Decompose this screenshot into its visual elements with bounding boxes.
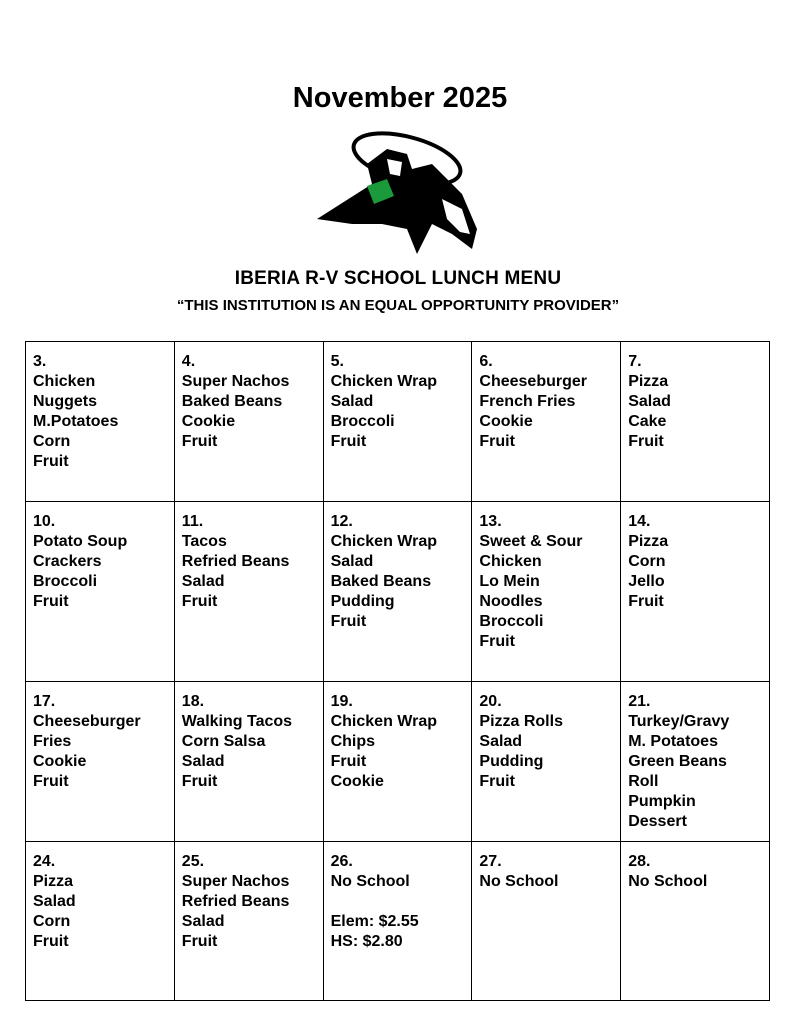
menu-item: Fruit: [628, 433, 664, 450]
menu-item: Nuggets: [33, 393, 97, 410]
day-date: 20.: [479, 693, 502, 710]
menu-item: Pizza: [628, 533, 669, 550]
day-date: 19.: [330, 693, 353, 710]
menu-item: Corn Salsa: [181, 733, 266, 750]
day-date: 21.: [628, 693, 651, 710]
menu-item: Tacos: [181, 533, 227, 550]
menu-item: Pizza: [33, 873, 74, 890]
menu-item: Fries: [33, 733, 72, 750]
day-date: 13.: [479, 513, 502, 530]
menu-item: Crackers: [33, 553, 102, 570]
menu-item: Fruit: [330, 613, 367, 630]
menu-item: Chicken Wrap: [330, 533, 437, 550]
menu-item: Refried Beans: [181, 893, 290, 910]
day-date: 27.: [479, 853, 502, 870]
menu-item: Cookie: [181, 413, 236, 430]
week-row: [26, 342, 770, 502]
day-date: 24.: [33, 853, 56, 870]
menu-item: Dessert: [628, 813, 687, 830]
menu-item: Fruit: [628, 593, 664, 610]
menu-item: Turkey/Gravy: [628, 713, 730, 730]
day-date: 4.: [181, 353, 196, 370]
day-date: 28.: [628, 853, 651, 870]
day-cell: [323, 842, 472, 1001]
menu-item: HS: $2.80: [330, 933, 403, 950]
menu-item: Super Nachos: [181, 873, 290, 890]
equal-opportunity-statement: “THIS INSTITUTION IS AN EQUAL OPPORTUNITY PROVIDER”: [176, 297, 620, 314]
week-row: [26, 502, 770, 682]
day-date: 17.: [33, 693, 56, 710]
menu-item: Corn: [33, 433, 71, 450]
menu-item: Green Beans: [628, 753, 727, 770]
menu-item: Potato Soup: [33, 533, 128, 550]
menu-item: Chips: [330, 733, 376, 750]
menu-item: No School: [479, 873, 559, 890]
day-date: 18.: [181, 693, 205, 710]
day-cell: [26, 682, 175, 842]
menu-item: Salad: [479, 733, 523, 750]
menu-item: Corn: [33, 913, 71, 930]
menu-item: Fruit: [479, 433, 515, 450]
week-row: [26, 682, 770, 842]
day-date: 10.: [33, 513, 56, 530]
day-cell: [26, 502, 175, 682]
menu-item: Salad: [181, 573, 225, 590]
day-cell: [323, 682, 472, 842]
day-cell: [472, 682, 621, 842]
day-cell: [621, 842, 770, 1001]
menu-item: Pudding: [479, 753, 544, 770]
menu-item: Roll: [628, 773, 659, 790]
menu-item: Pizza: [628, 373, 669, 390]
mascot-logo: [312, 124, 487, 259]
day-date: 26.: [330, 853, 353, 870]
menu-item: Cookie: [33, 753, 87, 770]
menu-item: French Fries: [479, 393, 576, 410]
menu-item: Salad: [33, 893, 76, 910]
day-cell: [174, 842, 323, 1001]
menu-item: Chicken: [33, 373, 96, 390]
menu-item: Fruit: [479, 773, 515, 790]
day-date: 12.: [330, 513, 353, 530]
day-cell: [621, 682, 770, 842]
menu-item: Salad: [330, 553, 374, 570]
menu-item: Fruit: [330, 753, 367, 770]
day-cell: [174, 502, 323, 682]
menu-item: Cheeseburger: [479, 373, 587, 390]
menu-item: Fruit: [33, 933, 69, 950]
menu-item: Fruit: [33, 773, 69, 790]
menu-item: Pizza Rolls: [479, 713, 563, 730]
menu-item: Chicken: [479, 553, 542, 570]
menu-item: Cookie: [330, 773, 384, 790]
day-cell: [621, 502, 770, 682]
menu-item: Baked Beans: [330, 573, 432, 590]
menu-item: Fruit: [181, 593, 218, 610]
menu-item: [331, 892, 468, 912]
menu-item: Broccoli: [479, 613, 544, 630]
menu-item: Pudding: [330, 593, 395, 610]
menu-item: Baked Beans: [181, 393, 283, 410]
day-cell: [621, 342, 770, 502]
menu-item: Fruit: [33, 593, 69, 610]
day-cell: [323, 342, 472, 502]
page-title: November 2025: [292, 82, 508, 114]
day-date: 6.: [479, 353, 493, 370]
day-date: 7.: [628, 353, 642, 370]
menu-item: Cake: [628, 413, 667, 430]
menu-item: M.Potatoes: [33, 413, 119, 430]
menu-item: Chicken Wrap: [330, 373, 437, 390]
day-cell: [472, 502, 621, 682]
day-date: 5.: [330, 353, 344, 370]
day-cell: [26, 342, 175, 502]
menu-item: Cookie: [479, 413, 533, 430]
lunch-menu-calendar: [25, 341, 770, 1001]
menu-item: Fruit: [181, 433, 218, 450]
day-cell: [174, 342, 323, 502]
day-date: 11.: [181, 513, 204, 530]
day-date: 25.: [181, 853, 205, 870]
menu-item: Lo Mein: [479, 573, 540, 590]
menu-item: Fruit: [330, 433, 367, 450]
day-date: 14.: [628, 513, 651, 530]
menu-item: Jello: [628, 573, 665, 590]
menu-item: Elem: $2.55: [330, 913, 419, 930]
menu-item: Cheeseburger: [33, 713, 141, 730]
day-cell: [26, 842, 175, 1001]
menu-item: Super Nachos: [181, 373, 290, 390]
menu-item: Fruit: [33, 453, 69, 470]
menu-item: Pumpkin: [628, 793, 696, 810]
day-cell: [472, 342, 621, 502]
day-date: 3.: [33, 353, 47, 370]
menu-item: No School: [628, 873, 708, 890]
menu-item: Fruit: [181, 773, 218, 790]
menu-item: Refried Beans: [181, 553, 290, 570]
menu-item: Noodles: [479, 593, 543, 610]
menu-item: Chicken Wrap: [330, 713, 437, 730]
school-menu-title: IBERIA R-V SCHOOL LUNCH MENU: [234, 268, 562, 289]
menu-item: Salad: [628, 393, 671, 410]
menu-item: Fruit: [181, 933, 218, 950]
day-cell: [472, 842, 621, 1001]
menu-item: Broccoli: [33, 573, 98, 590]
menu-item: Broccoli: [330, 413, 395, 430]
menu-item: M. Potatoes: [628, 733, 718, 750]
menu-item: Salad: [330, 393, 374, 410]
menu-item: Sweet & Sour: [479, 533, 583, 550]
menu-item: Walking Tacos: [181, 713, 293, 730]
menu-item: Salad: [181, 913, 225, 930]
menu-item: No School: [330, 873, 410, 890]
menu-item: Corn: [628, 553, 666, 570]
day-cell: [323, 502, 472, 682]
day-cell: [174, 682, 323, 842]
menu-item: Salad: [181, 753, 225, 770]
menu-item: Fruit: [479, 633, 515, 650]
week-row: [26, 842, 770, 1001]
